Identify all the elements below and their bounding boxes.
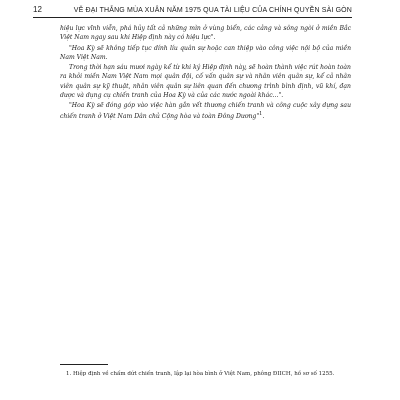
- footnote-reference: 1: [259, 111, 263, 118]
- header-rule: [33, 17, 352, 18]
- body-text: [60, 24, 351, 121]
- paragraph-3: Trong thời hạn sáu mươi ngày kể từ khi ký Hiệp định này, sẽ hoàn thành việc rút hoàn toàn ra khỏi miền Nam Việt Nam mọi quân đội, cố vấn quân sự và nhân viên quân sự, kể cả nhân viên quân sự kỹ thuật, nhân viên quân sự liên quan đến chương trình bình định, vũ khí, đạn dược và dụng cụ chiến tranh của Hoa Kỳ và của các nước ngoài khác...".: [60, 64, 351, 99]
- paragraph-4-end: .: [262, 113, 265, 121]
- paragraph-4-text: "Hoa Kỳ sẽ đóng góp vào việc hàn gắn vết thương chiến tranh và công cuộc xây dựng sau chiến tranh ở Việt Nam Dân chủ Cộng hòa và toàn Đông Dương": [60, 102, 351, 121]
- paragraph-1: hiệu lực vĩnh viễn, phá hủy tất cả những mìn ở vùng biển, các cảng và sông ngòi ở miền Bắc Việt Nam ngay sau khi Hiệp định này có hiệu lực".: [60, 25, 351, 42]
- footnote: 1. Hiệp định về chấm dứt chiến tranh, lập lại hòa bình ở Việt Nam, phông ĐIICH, hồ sơ số 1255.: [66, 371, 335, 377]
- footnote-rule: [60, 364, 108, 365]
- page-header: [33, 5, 352, 14]
- paragraph-2: "Hoa Kỳ sẽ không tiếp tục dính líu quân sự hoặc can thiệp vào công việc nội bộ của miền Nam Việt Nam.: [60, 44, 351, 61]
- page-number: 12: [33, 5, 42, 14]
- paragraph-4: [60, 101, 351, 121]
- running-title: VĔ ĐẠI THẮNG MÙA XUÂN NĂM 1975 QUA TÀI LIỆU CỦA CHÍNH QUYỀN SÀI GÒN: [73, 7, 352, 14]
